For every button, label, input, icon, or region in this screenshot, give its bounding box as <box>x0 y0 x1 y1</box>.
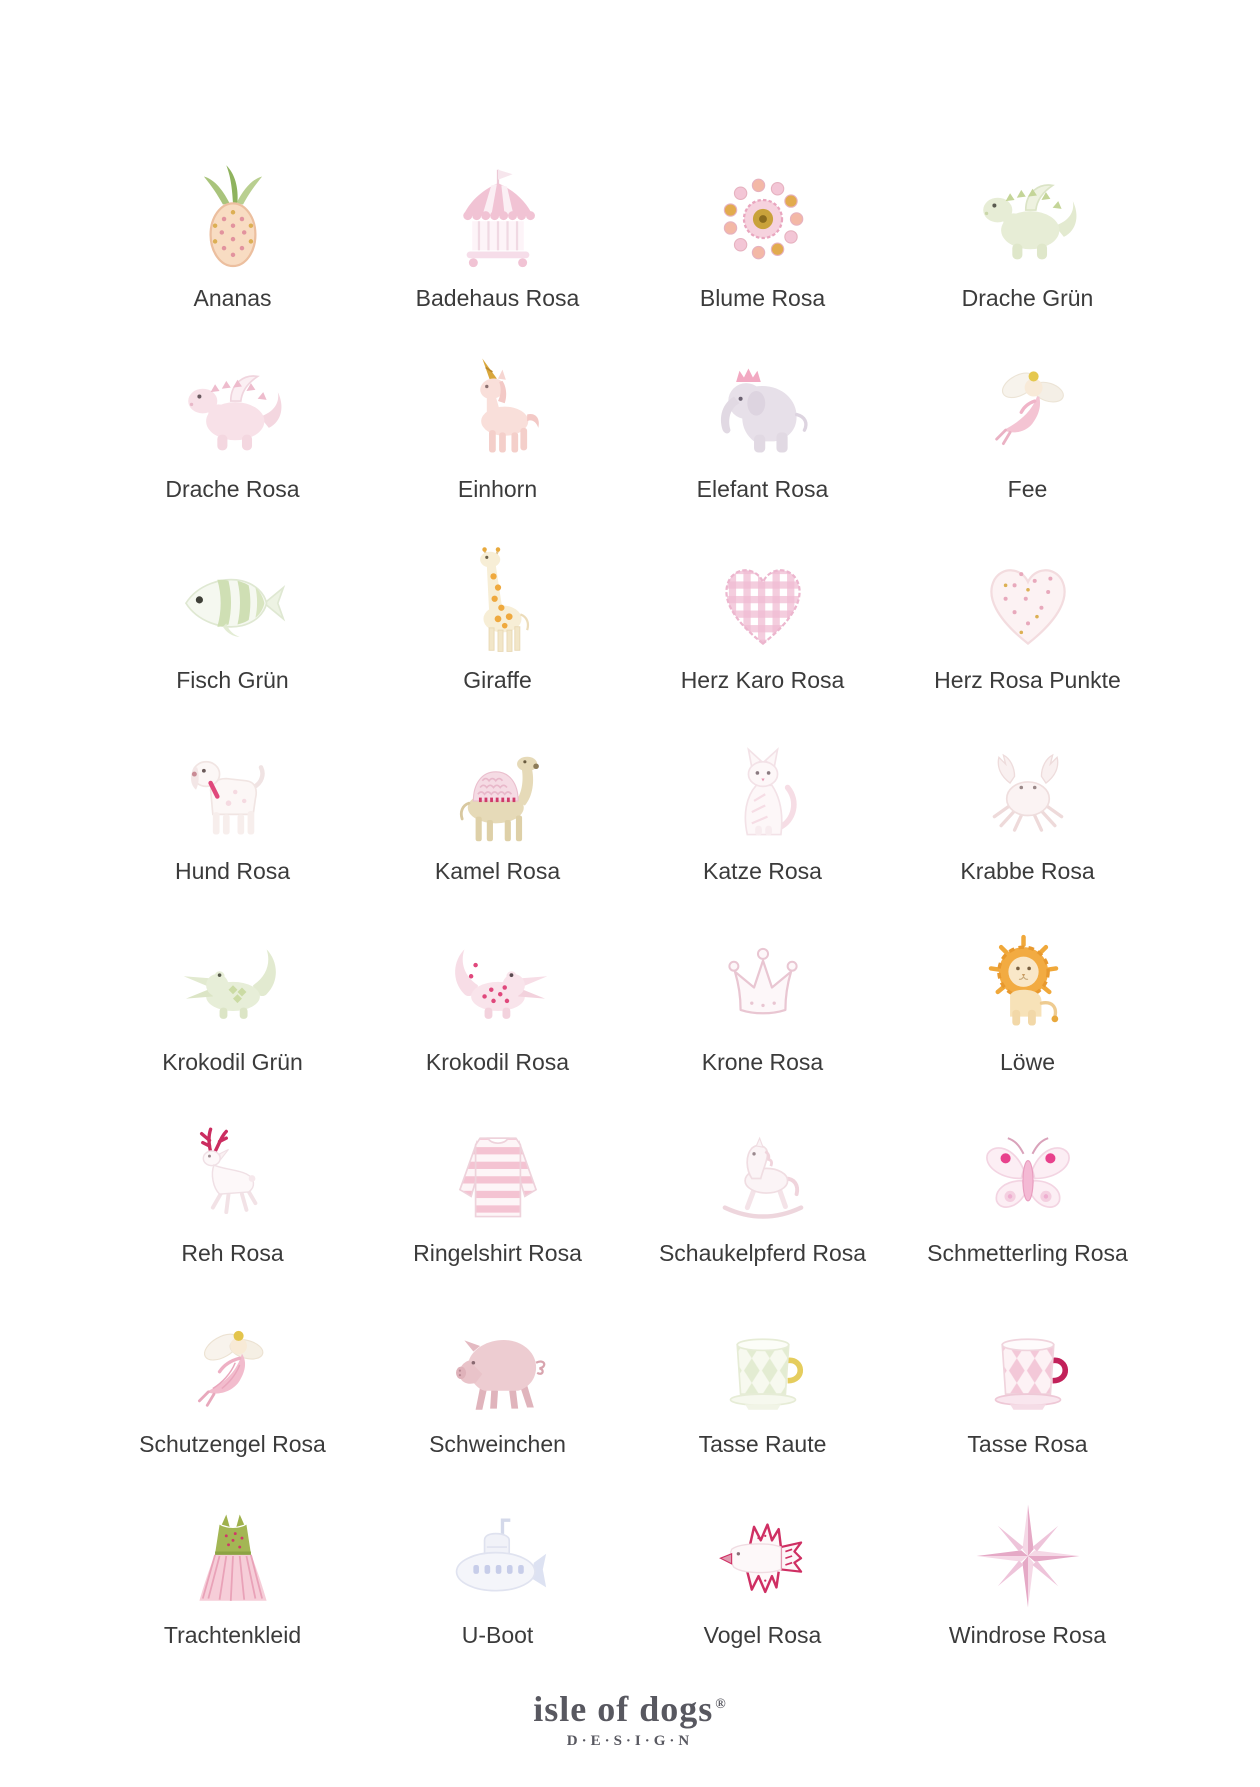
motif-label: Krokodil Rosa <box>425 1049 570 1075</box>
motif-item <box>895 1274 1160 1465</box>
motif-item <box>365 1465 630 1656</box>
crab-icon <box>972 706 1084 848</box>
motif-item <box>895 892 1160 1083</box>
motif-item <box>100 319 365 510</box>
pineapple-icon <box>177 133 289 275</box>
motif-item <box>895 1083 1160 1274</box>
motif-label: Ringelshirt Rosa <box>413 1240 582 1266</box>
cup-diamond-pink-icon <box>972 1279 1084 1421</box>
butterfly-icon <box>972 1088 1084 1230</box>
crocodile-green-icon <box>177 897 289 1039</box>
fairy-icon <box>972 324 1084 466</box>
motif-label: Vogel Rosa <box>703 1622 822 1648</box>
motif-label: Schmetterling Rosa <box>927 1240 1128 1266</box>
guardian-angel-icon <box>177 1279 289 1421</box>
motif-label: Herz Karo Rosa <box>680 667 845 693</box>
lion-icon <box>972 897 1084 1039</box>
motif-item <box>365 1083 630 1274</box>
motif-item <box>100 128 365 319</box>
rocking-horse-icon <box>707 1088 819 1230</box>
striped-shirt-icon <box>442 1088 554 1230</box>
motif-label: Drache Grün <box>961 285 1094 311</box>
motif-label: U-Boot <box>461 1622 534 1648</box>
motif-label: Blume Rosa <box>699 285 826 311</box>
motif-item <box>895 510 1160 701</box>
motif-grid <box>100 128 1160 1656</box>
motif-item <box>365 319 630 510</box>
motif-label: Tasse Raute <box>698 1431 827 1457</box>
motif-label: Kamel Rosa <box>434 858 561 884</box>
motif-label: Fisch Grün <box>176 667 289 693</box>
motif-item <box>100 510 365 701</box>
crown-icon <box>707 897 819 1039</box>
camel-icon <box>442 706 554 848</box>
motif-item <box>895 319 1160 510</box>
motif-label: Löwe <box>1000 1049 1055 1075</box>
motif-item <box>365 892 630 1083</box>
brand-footer <box>0 1688 1260 1750</box>
motif-label: Schweinchen <box>429 1431 566 1457</box>
dragon-green-icon <box>972 133 1084 275</box>
submarine-icon <box>442 1470 554 1612</box>
motif-item <box>365 510 630 701</box>
motif-item <box>630 510 895 701</box>
motif-item <box>630 1274 895 1465</box>
dragon-pink-icon <box>177 324 289 466</box>
motif-item <box>100 1465 365 1656</box>
motif-label: Fee <box>1007 476 1048 502</box>
motif-item <box>630 892 895 1083</box>
cup-diamond-green-icon <box>707 1279 819 1421</box>
heart-gingham-icon <box>707 515 819 657</box>
motif-item <box>895 701 1160 892</box>
brand-logo <box>0 1688 1260 1730</box>
motif-item <box>630 701 895 892</box>
dog-icon <box>177 706 289 848</box>
compass-rose-icon <box>972 1470 1084 1612</box>
pig-icon <box>442 1279 554 1421</box>
motif-label: Einhorn <box>457 476 538 502</box>
unicorn-icon <box>442 324 554 466</box>
bathhouse-icon <box>442 133 554 275</box>
elephant-icon <box>707 324 819 466</box>
motif-label: Hund Rosa <box>174 858 291 884</box>
giraffe-icon <box>442 515 554 657</box>
motif-item <box>630 128 895 319</box>
motif-item <box>100 701 365 892</box>
motif-label: Drache Rosa <box>165 476 300 502</box>
motif-label: Giraffe <box>463 667 532 693</box>
deer-icon <box>177 1088 289 1230</box>
motif-item <box>630 319 895 510</box>
motif-item <box>895 1465 1160 1656</box>
motif-label: Elefant Rosa <box>696 476 829 502</box>
motif-label: Katze Rosa <box>703 858 822 884</box>
motif-item <box>630 1465 895 1656</box>
motif-label: Windrose Rosa <box>948 1622 1107 1648</box>
motif-label: Badehaus Rosa <box>415 285 580 311</box>
motif-label: Herz Rosa Punkte <box>934 667 1121 693</box>
motif-item <box>365 701 630 892</box>
motif-label: Schaukelpferd Rosa <box>658 1240 867 1266</box>
fish-green-icon <box>177 515 289 657</box>
dirndl-dress-icon <box>177 1470 289 1612</box>
bird-icon <box>707 1470 819 1612</box>
motif-label: Schutzengel Rosa <box>139 1431 326 1457</box>
flower-icon <box>707 133 819 275</box>
heart-dots-icon <box>972 515 1084 657</box>
brand-name: isle of dogs <box>533 1689 714 1729</box>
motif-label: Reh Rosa <box>181 1240 284 1266</box>
registered-mark-icon: ® <box>715 1697 727 1712</box>
motif-item <box>895 128 1160 319</box>
motif-label: Krokodil Grün <box>162 1049 303 1075</box>
motif-item <box>100 892 365 1083</box>
crocodile-pink-icon <box>442 897 554 1039</box>
motif-item <box>630 1083 895 1274</box>
motif-label: Krabbe Rosa <box>960 858 1095 884</box>
motif-item <box>100 1083 365 1274</box>
motif-item <box>365 1274 630 1465</box>
motif-label: Ananas <box>193 285 272 311</box>
motif-item <box>365 128 630 319</box>
motif-label: Trachtenkleid <box>163 1622 302 1648</box>
brand-tagline: D·E·S·I·G·N <box>566 1733 694 1749</box>
motif-item <box>100 1274 365 1465</box>
motif-label: Krone Rosa <box>701 1049 824 1075</box>
motif-label: Tasse Rosa <box>967 1431 1088 1457</box>
cat-icon <box>707 706 819 848</box>
